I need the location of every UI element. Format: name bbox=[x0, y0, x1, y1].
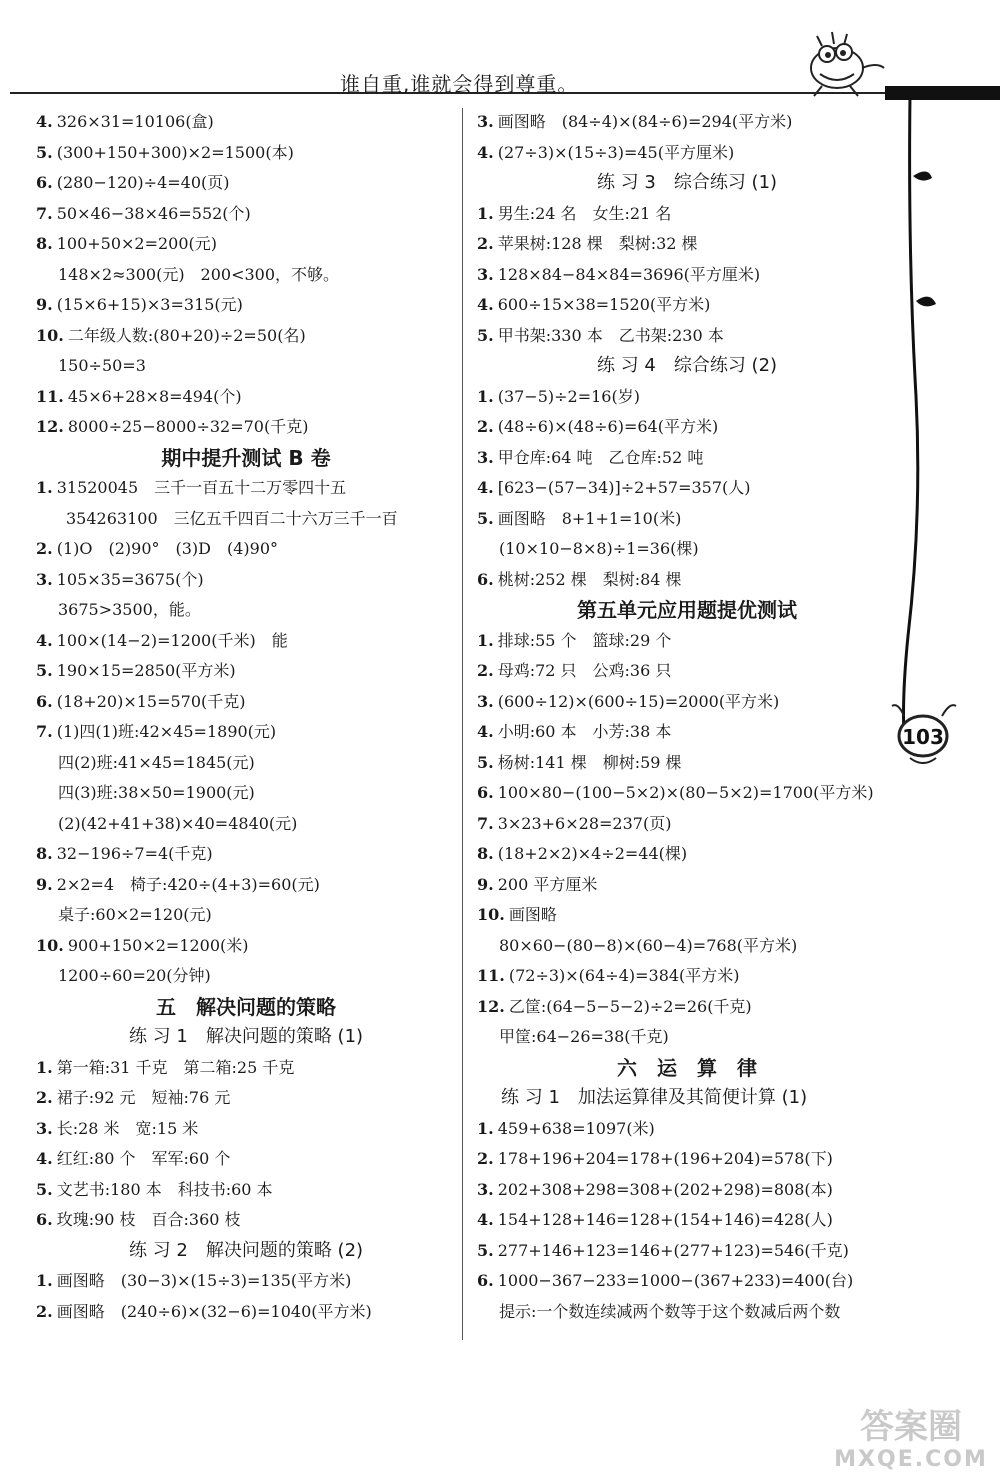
item-number: 4. bbox=[477, 1210, 494, 1229]
item-text: (1)四(1)班:42×45=1890(元) bbox=[56, 722, 277, 741]
item-number: 3. bbox=[36, 1118, 53, 1138]
answer-item bbox=[477, 809, 897, 840]
answer-item bbox=[477, 748, 897, 779]
item-number: 7. bbox=[36, 722, 53, 741]
item-text: 190×15=2850(平方米) bbox=[56, 661, 236, 680]
answer-item bbox=[477, 138, 897, 169]
item-number: 3. bbox=[477, 112, 494, 131]
answer-continuation: (2)(42+41+38)×40=4840(元) bbox=[58, 813, 298, 833]
item-text: 178+196+204=178+(196+204)=578(下) bbox=[497, 1149, 833, 1168]
answer-item bbox=[477, 260, 897, 291]
item-text: 900+150×2=1200(米) bbox=[67, 935, 249, 955]
answer-continuation: 提示:一个数连续减两个数等于这个数减后两个数 bbox=[499, 1301, 841, 1321]
item-text: 玫瑰:90 枝 百合:360 枝 bbox=[56, 1210, 241, 1229]
answer-item bbox=[477, 565, 897, 596]
item-number: 4. bbox=[477, 722, 494, 741]
answer-item bbox=[477, 229, 897, 260]
answer-continuation: 3675>3500，能。 bbox=[58, 600, 201, 619]
answer-item bbox=[477, 626, 897, 657]
answer-item bbox=[36, 229, 456, 260]
item-text: (72÷3)×(64÷4)=384(平方米) bbox=[508, 966, 740, 985]
item-text: 桃树:252 棵 梨树:84 棵 bbox=[497, 569, 682, 589]
answer-item bbox=[36, 473, 456, 504]
left-column bbox=[36, 107, 456, 1327]
item-number: 5. bbox=[36, 661, 53, 680]
answer-item bbox=[36, 1205, 456, 1236]
answer-item bbox=[36, 321, 456, 352]
item-number: 7. bbox=[477, 813, 494, 833]
item-text: 第一箱:31 千克 第二箱:25 千克 bbox=[56, 1057, 295, 1077]
answer-item bbox=[477, 961, 897, 992]
item-number: 6. bbox=[477, 569, 494, 589]
answer-continuation: 桌子:60×2=120(元) bbox=[58, 905, 212, 924]
item-text: (300+150+300)×2=1500(本) bbox=[56, 142, 294, 162]
item-number: 4. bbox=[477, 295, 494, 314]
item-number: 1. bbox=[36, 1271, 53, 1290]
item-text: (18+20)×15=570(千克) bbox=[56, 691, 246, 711]
item-text: 100×(14−2)=1200(千米) 能 bbox=[56, 630, 288, 650]
exercise-subheading: 练 习 1 加法运算律及其简便计算 (1) bbox=[501, 1087, 808, 1108]
answer-item bbox=[477, 199, 897, 230]
item-text: 长:28 米 宽:15 米 bbox=[56, 1118, 199, 1138]
answer-continuation: (10×10−8×8)÷1=36(棵) bbox=[499, 539, 699, 558]
item-text: 画图略 bbox=[508, 905, 557, 924]
item-number: 2. bbox=[477, 661, 494, 680]
watermark-logo bbox=[826, 1400, 996, 1475]
answer-item bbox=[477, 107, 897, 138]
item-number: 7. bbox=[36, 203, 53, 223]
answer-item bbox=[477, 839, 897, 870]
item-text: 202+308+298=308+(202+298)=808(本) bbox=[497, 1179, 833, 1199]
answer-item bbox=[36, 626, 456, 657]
item-number: 4. bbox=[477, 142, 494, 162]
item-number: 2. bbox=[477, 234, 494, 253]
item-number: 1. bbox=[477, 386, 494, 406]
item-text: 8000÷25−8000÷32=70(千克) bbox=[67, 417, 309, 436]
item-number: 10. bbox=[36, 935, 64, 955]
exercise-subheading: 练 习 4 综合练习 (2) bbox=[596, 355, 778, 376]
answer-item bbox=[477, 687, 897, 718]
answer-item bbox=[36, 138, 456, 169]
answer-item bbox=[36, 412, 456, 443]
item-text: 105×35=3675(个) bbox=[56, 569, 204, 589]
item-number: 12. bbox=[36, 417, 64, 436]
answer-continuation: 甲筐:64−26=38(千克) bbox=[499, 1027, 669, 1046]
answer-continuation: 80×60−(80−8)×(60−4)=768(平方米) bbox=[499, 935, 798, 955]
item-number: 4. bbox=[36, 1149, 53, 1168]
item-text: (600÷12)×(600÷15)=2000(平方米) bbox=[497, 691, 780, 711]
item-text: 45×6+28×8=494(个) bbox=[67, 386, 242, 406]
answer-item bbox=[477, 870, 897, 901]
item-number: 8. bbox=[477, 844, 494, 863]
item-text: 100×80−(100−5×2)×(80−5×2)=1700(平方米) bbox=[497, 783, 874, 802]
answer-item bbox=[36, 1114, 456, 1145]
item-number: 3. bbox=[477, 691, 494, 711]
answer-item bbox=[477, 473, 897, 504]
item-number: 9. bbox=[477, 874, 494, 894]
item-text: 甲仓库:64 吨 乙仓库:52 吨 bbox=[497, 447, 704, 467]
item-text: 100+50×2=200(元) bbox=[56, 234, 218, 253]
item-number: 2. bbox=[36, 1301, 53, 1321]
right-column bbox=[477, 107, 897, 1327]
answer-item bbox=[477, 1266, 897, 1297]
item-number: 9. bbox=[36, 295, 53, 314]
answer-item bbox=[36, 168, 456, 199]
item-number: 6. bbox=[36, 173, 53, 192]
item-text: 459+638=1097(米) bbox=[497, 1118, 655, 1138]
item-number: 2. bbox=[36, 1088, 53, 1107]
item-number: 8. bbox=[36, 844, 53, 863]
item-number: 4. bbox=[36, 112, 53, 131]
item-text: 200 平方厘米 bbox=[497, 874, 598, 894]
answer-item bbox=[477, 504, 897, 535]
item-number: 4. bbox=[477, 478, 494, 497]
watermark-text-bottom: MXQE.COM bbox=[834, 1447, 988, 1472]
item-text: 600÷15×38=1520(平方米) bbox=[497, 295, 711, 314]
item-text: (15×6+15)×3=315(元) bbox=[56, 295, 243, 314]
answer-item bbox=[36, 1083, 456, 1114]
answer-item bbox=[36, 1144, 456, 1175]
item-text: (18+2×2)×4÷2=44(棵) bbox=[497, 844, 688, 863]
answer-item bbox=[36, 656, 456, 687]
item-text: 1000−367−233=1000−(367+233)=400(台) bbox=[497, 1271, 854, 1290]
item-number: 2. bbox=[36, 539, 53, 558]
item-number: 2. bbox=[477, 417, 494, 436]
item-text: (37−5)÷2=16(岁) bbox=[497, 386, 640, 406]
answer-item bbox=[477, 1236, 897, 1267]
answer-item bbox=[477, 1175, 897, 1206]
answer-item bbox=[36, 717, 456, 748]
item-text: 154+128+146=128+(154+146)=428(人) bbox=[497, 1210, 833, 1229]
answer-item bbox=[36, 870, 456, 901]
item-number: 5. bbox=[36, 1179, 53, 1199]
answer-item bbox=[36, 534, 456, 565]
section-heading: 五 解决问题的策略 bbox=[156, 994, 336, 1019]
item-number: 8. bbox=[36, 234, 53, 253]
section-heading: 六 运 算 律 bbox=[617, 1055, 757, 1080]
answer-item bbox=[477, 321, 897, 352]
item-text: 2×2=4 椅子:420÷(4+3)=60(元) bbox=[56, 874, 320, 894]
item-text: 画图略 (240÷6)×(32−6)=1040(平方米) bbox=[56, 1301, 372, 1321]
answer-item bbox=[36, 839, 456, 870]
item-number: 5. bbox=[477, 325, 494, 345]
answer-item bbox=[477, 900, 897, 931]
answer-item bbox=[477, 412, 897, 443]
item-text: (1)O (2)90° (3)D (4)90° bbox=[56, 539, 279, 558]
item-text: 乙筐:(64−5−5−2)÷2=26(千克) bbox=[508, 996, 752, 1016]
answer-item bbox=[36, 565, 456, 596]
exercise-subheading: 练 习 3 综合练习 (1) bbox=[596, 172, 778, 193]
item-number: 12. bbox=[477, 996, 505, 1016]
item-text: 杨树:141 棵 柳树:59 棵 bbox=[497, 752, 682, 772]
answer-item bbox=[36, 382, 456, 413]
item-text: 128×84−84×84=3696(平方厘米) bbox=[497, 264, 761, 284]
item-number: 1. bbox=[477, 1118, 494, 1138]
answer-item bbox=[36, 687, 456, 718]
answer-item bbox=[36, 199, 456, 230]
answer-item bbox=[477, 778, 897, 809]
item-number: 5. bbox=[477, 752, 494, 772]
item-number: 6. bbox=[36, 691, 53, 711]
item-text: 画图略 (30−3)×(15÷3)=135(平方米) bbox=[56, 1271, 352, 1290]
item-text: (48÷6)×(48÷6)=64(平方米) bbox=[497, 417, 719, 436]
item-text: 画图略 8+1+1=10(米) bbox=[497, 508, 682, 528]
item-number: 10. bbox=[477, 905, 505, 924]
item-number: 5. bbox=[477, 508, 494, 528]
answer-item bbox=[36, 1175, 456, 1206]
item-text: 甲书架:330 本 乙书架:230 本 bbox=[497, 325, 724, 345]
answer-continuation: 148×2≈300(元) 200<300，不够。 bbox=[58, 264, 340, 284]
answer-item bbox=[477, 1114, 897, 1145]
answer-item bbox=[36, 931, 456, 962]
item-number: 1. bbox=[477, 203, 494, 223]
item-text: 男生:24 名 女生:21 名 bbox=[497, 203, 672, 223]
item-text: 326×31=10106(盒) bbox=[56, 112, 214, 131]
item-text: 31520045 三千一百五十二万零四十五 bbox=[56, 478, 347, 497]
answer-item bbox=[477, 717, 897, 748]
item-text: 文艺书:180 本 科技书:60 本 bbox=[56, 1179, 273, 1199]
exercise-subheading: 练 习 2 解决问题的策略 (2) bbox=[128, 1239, 364, 1261]
item-text: [623−(57−34)]÷2+57=357(人) bbox=[497, 478, 751, 497]
answer-item bbox=[477, 1205, 897, 1236]
header-motto: 谁自重,谁就会得到尊重。 bbox=[340, 72, 579, 96]
section-heading: 期中提升测试 B 卷 bbox=[161, 445, 331, 470]
answer-continuation: 1200÷60=20(分钟) bbox=[58, 966, 211, 985]
item-text: 二年级人数:(80+20)÷2=50(名) bbox=[67, 325, 306, 345]
answer-item bbox=[36, 290, 456, 321]
item-number: 3. bbox=[477, 264, 494, 284]
item-number: 3. bbox=[477, 1179, 494, 1199]
watermark-text-top: 答案圈 bbox=[860, 1407, 962, 1447]
item-text: 32−196÷7=4(千克) bbox=[56, 844, 213, 863]
item-number: 3. bbox=[477, 447, 494, 467]
item-number: 5. bbox=[36, 142, 53, 162]
item-text: 277+146+123=146+(277+123)=546(千克) bbox=[497, 1240, 849, 1260]
answer-item bbox=[477, 992, 897, 1023]
item-text: 苹果树:128 棵 梨树:32 棵 bbox=[497, 234, 698, 253]
exercise-subheading: 练 习 1 解决问题的策略 (1) bbox=[128, 1026, 364, 1047]
item-text: 画图略 (84÷4)×(84÷6)=294(平方米) bbox=[497, 112, 793, 131]
item-number: 1. bbox=[36, 478, 53, 497]
item-number: 1. bbox=[477, 630, 494, 650]
item-number: 5. bbox=[477, 1240, 494, 1260]
item-text: 小明:60 本 小芳:38 本 bbox=[497, 722, 672, 741]
column-divider bbox=[462, 108, 463, 1340]
item-text: 3×23+6×28=237(页) bbox=[497, 813, 672, 833]
answer-item bbox=[477, 290, 897, 321]
item-number: 6. bbox=[477, 1271, 494, 1290]
answer-item bbox=[36, 1266, 456, 1297]
item-number: 9. bbox=[36, 874, 53, 894]
item-text: (280−120)÷4=40(页) bbox=[56, 173, 230, 192]
section-heading: 第五单元应用题提优测试 bbox=[577, 598, 797, 622]
page-number-badge bbox=[890, 696, 960, 776]
item-number: 2. bbox=[477, 1149, 494, 1168]
answer-continuation: 354263100 三亿五千四百二十六万三千一百 bbox=[66, 508, 398, 528]
item-number: 11. bbox=[36, 386, 64, 406]
item-text: 排球:55 个 篮球:29 个 bbox=[497, 630, 672, 650]
item-number: 1. bbox=[36, 1057, 53, 1077]
item-text: 裙子:92 元 短袖:76 元 bbox=[56, 1088, 231, 1107]
item-number: 4. bbox=[36, 630, 53, 650]
answer-item bbox=[477, 1144, 897, 1175]
item-number: 3. bbox=[36, 569, 53, 589]
item-text: 50×46−38×46=552(个) bbox=[56, 203, 251, 223]
item-text: (27÷3)×(15÷3)=45(平方厘米) bbox=[497, 142, 735, 162]
page-number: 103 bbox=[902, 725, 944, 749]
answer-continuation: 四(2)班:41×45=1845(元) bbox=[58, 752, 255, 772]
item-number: 6. bbox=[477, 783, 494, 802]
answer-continuation: 150÷50=3 bbox=[58, 356, 146, 375]
answer-item bbox=[36, 107, 456, 138]
item-text: 红红:80 个 军军:60 个 bbox=[56, 1149, 231, 1168]
item-number: 6. bbox=[36, 1210, 53, 1229]
item-number: 10. bbox=[36, 325, 64, 345]
answer-item bbox=[477, 382, 897, 413]
answer-continuation: 四(3)班:38×50=1900(元) bbox=[58, 783, 255, 802]
item-text: 母鸡:72 只 公鸡:36 只 bbox=[497, 661, 672, 680]
answer-item bbox=[477, 443, 897, 474]
answer-item bbox=[477, 656, 897, 687]
item-number: 11. bbox=[477, 966, 505, 985]
answer-item bbox=[36, 1297, 456, 1328]
cartoon-mascot-icon bbox=[792, 28, 887, 100]
answer-item bbox=[36, 1053, 456, 1084]
